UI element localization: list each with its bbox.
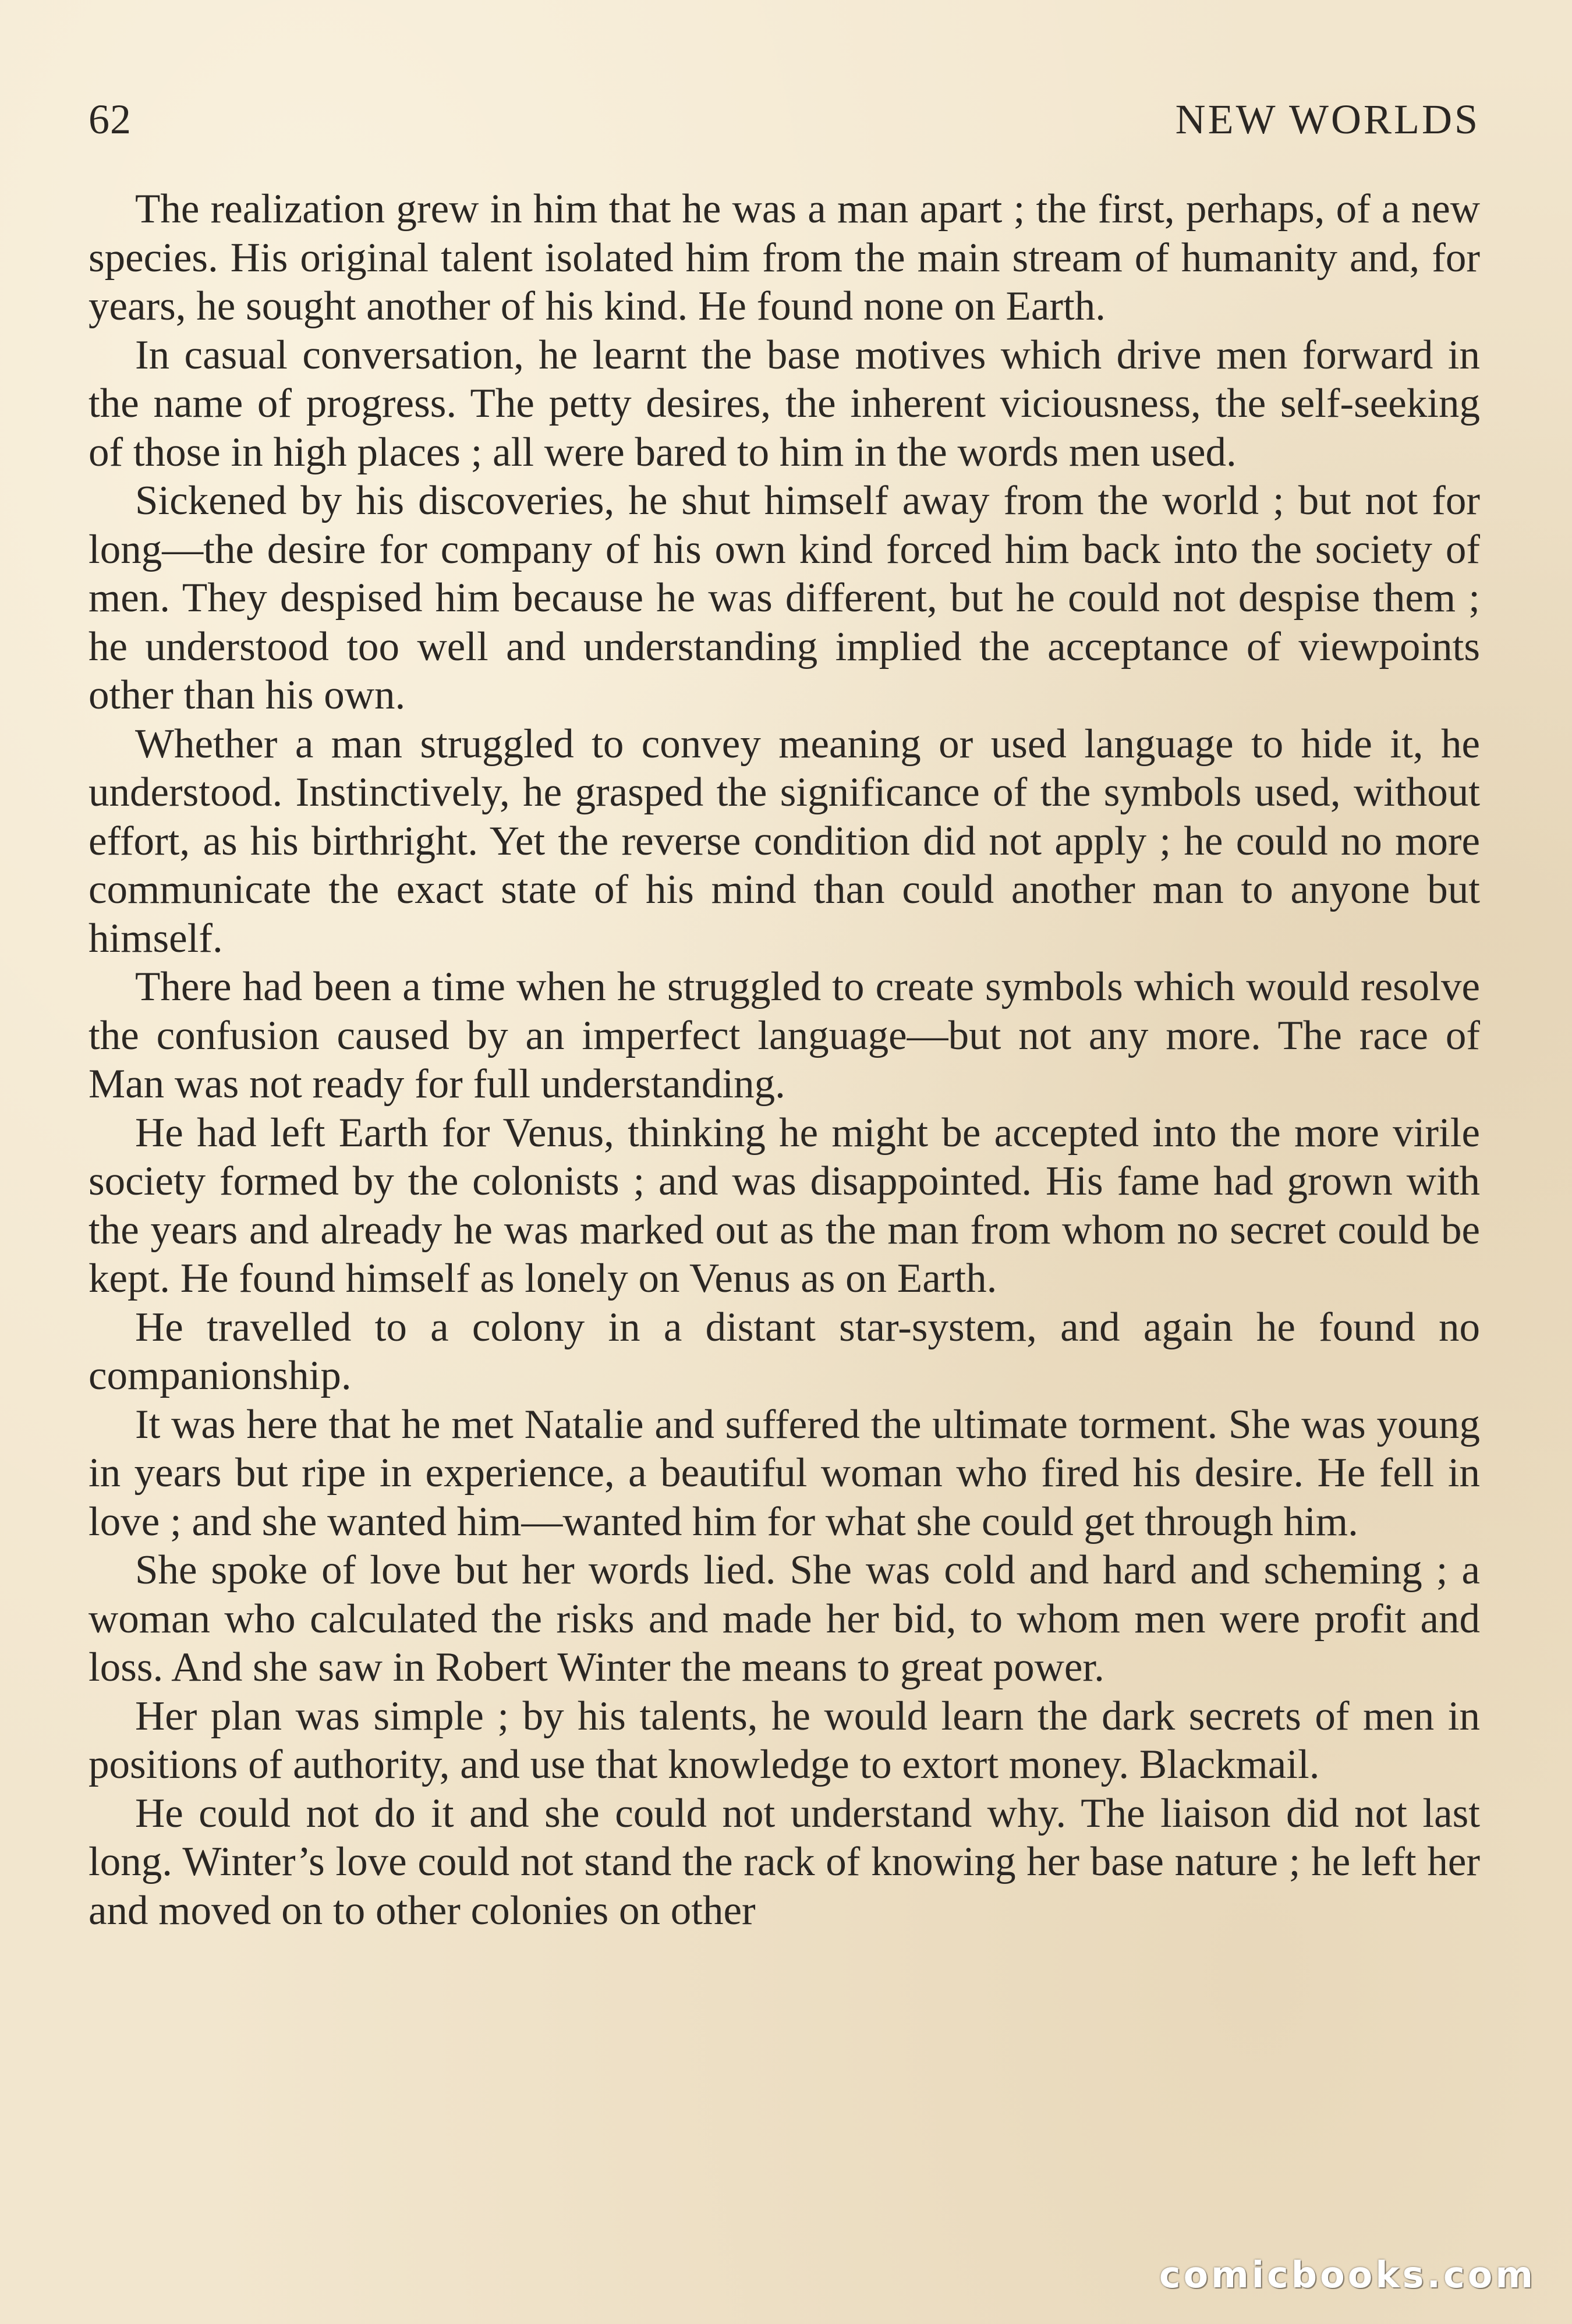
paragraph: It was here that he met Natalie and suffered the ultimate torment. She was young in years but ripe in experience, a beautiful woman who fired his desire. He fell in love ; and she wanted him—wanted him for what she could get through him. xyxy=(88,1401,1480,1544)
body-text xyxy=(88,185,1480,1935)
running-title: NEW WORLDS xyxy=(1175,95,1480,143)
paragraph: He travelled to a colony in a distant star-system, and again he found no companionship. xyxy=(88,1304,1480,1398)
page-number: 62 xyxy=(88,95,132,143)
paragraph: Her plan was simple ; by his talents, he would learn the dark secrets of men in positions of authority, and use that knowledge to extort money. Blackmail. xyxy=(88,1693,1480,1787)
paragraph: He could not do it and she could not understand why. The liaison did not last long. Winter’s love could not stand the rack of knowing her base nature ; he left her and moved on to other colonies on other xyxy=(88,1790,1480,1933)
paragraph: There had been a time when he struggled to create symbols which would resolve the confusion caused by an imperfect language—but not any more. The race of Man was not ready for full understanding. xyxy=(88,964,1480,1107)
watermark-text: comicbooks.com xyxy=(1159,2254,1536,2296)
paragraph: Sickened by his discoveries, he shut himself away from the world ; but not for long—the desire for company of his own kind forced him back into the society of men. They despised him because he was different, but he could not despise them ; he understood too well and understanding implied the acceptance of viewpoints other than his own. xyxy=(88,478,1480,718)
paragraph: In casual conversation, he learnt the base motives which drive men forward in the name of progress. The petty desires, the inherent viciousness, the self-seeking of those in high places ; all were bared to him in the words men used. xyxy=(88,332,1480,475)
running-head xyxy=(88,87,1480,151)
paragraph: Whether a man struggled to convey meaning or used language to hide it, he understood. Instinctively, he grasped the significance of the symbols used, without effort, as his birthright. Yet the reverse condition did not apply ; he could no more communicate the exact state of his mind than could another man to anyone but himself. xyxy=(88,721,1480,961)
paragraph: He had left Earth for Venus, thinking he might be accepted into the more virile society formed by the colonists ; and was disappointed. His fame had grown with the years and already he was marked out as the man from whom no secret could be kept. He found himself as lonely on Venus as on Earth. xyxy=(88,1110,1480,1301)
paragraph: She spoke of love but her words lied. She was cold and hard and scheming ; a woman who calculated the risks and made her bid, to whom men were profit and loss. And she saw in Robert Winter the means to great power. xyxy=(88,1547,1480,1690)
paragraph: The realization grew in him that he was a man apart ; the first, perhaps, of a new species. His original talent isolated him from the main stream of humanity and, for years, he sought another of his kind. He found none on Earth. xyxy=(88,186,1480,329)
